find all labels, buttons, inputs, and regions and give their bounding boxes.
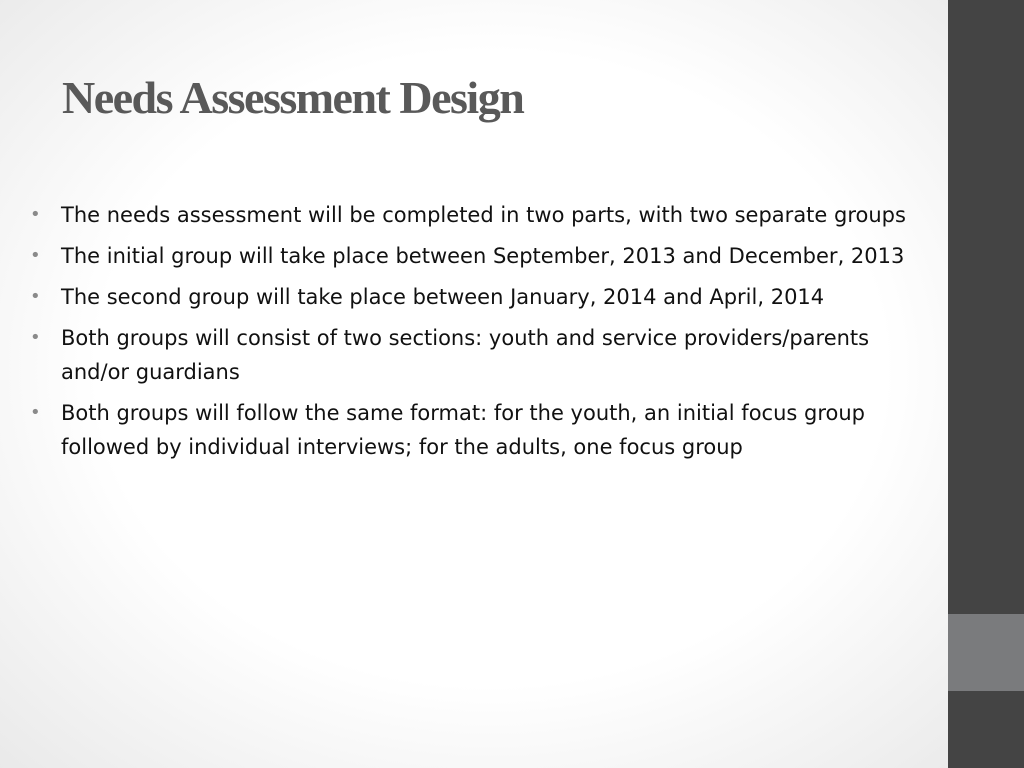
bullet-item: [30, 198, 920, 232]
sidebar-accent-block: [948, 614, 1024, 691]
bullet-text: The initial group will take place between September, 2013 and December, 2013: [61, 244, 905, 268]
slide-title: Needs Assessment Design: [62, 72, 524, 123]
bullet-item: [30, 396, 920, 464]
bullet-item: [30, 239, 920, 273]
bullet-icon: •: [30, 286, 41, 307]
bullet-list: [30, 198, 920, 471]
bullet-icon: •: [30, 327, 41, 348]
bullet-text: The second group will take place between January, 2014 and April, 2014: [61, 285, 825, 309]
bullet-item: [30, 280, 920, 314]
bullet-icon: •: [30, 402, 41, 423]
bullet-icon: •: [30, 204, 41, 225]
bullet-text: Both groups will consist of two sections: youth and service providers/parents and/or guardians: [61, 326, 870, 384]
bullet-item: [30, 321, 920, 389]
bullet-text: Both groups will follow the same format: for the youth, an initial focus group followed by individual interviews; for the adults, one focus group: [61, 401, 866, 459]
bullet-text: The needs assessment will be completed in two parts, with two separate groups: [61, 203, 906, 227]
bullet-icon: •: [30, 245, 41, 266]
